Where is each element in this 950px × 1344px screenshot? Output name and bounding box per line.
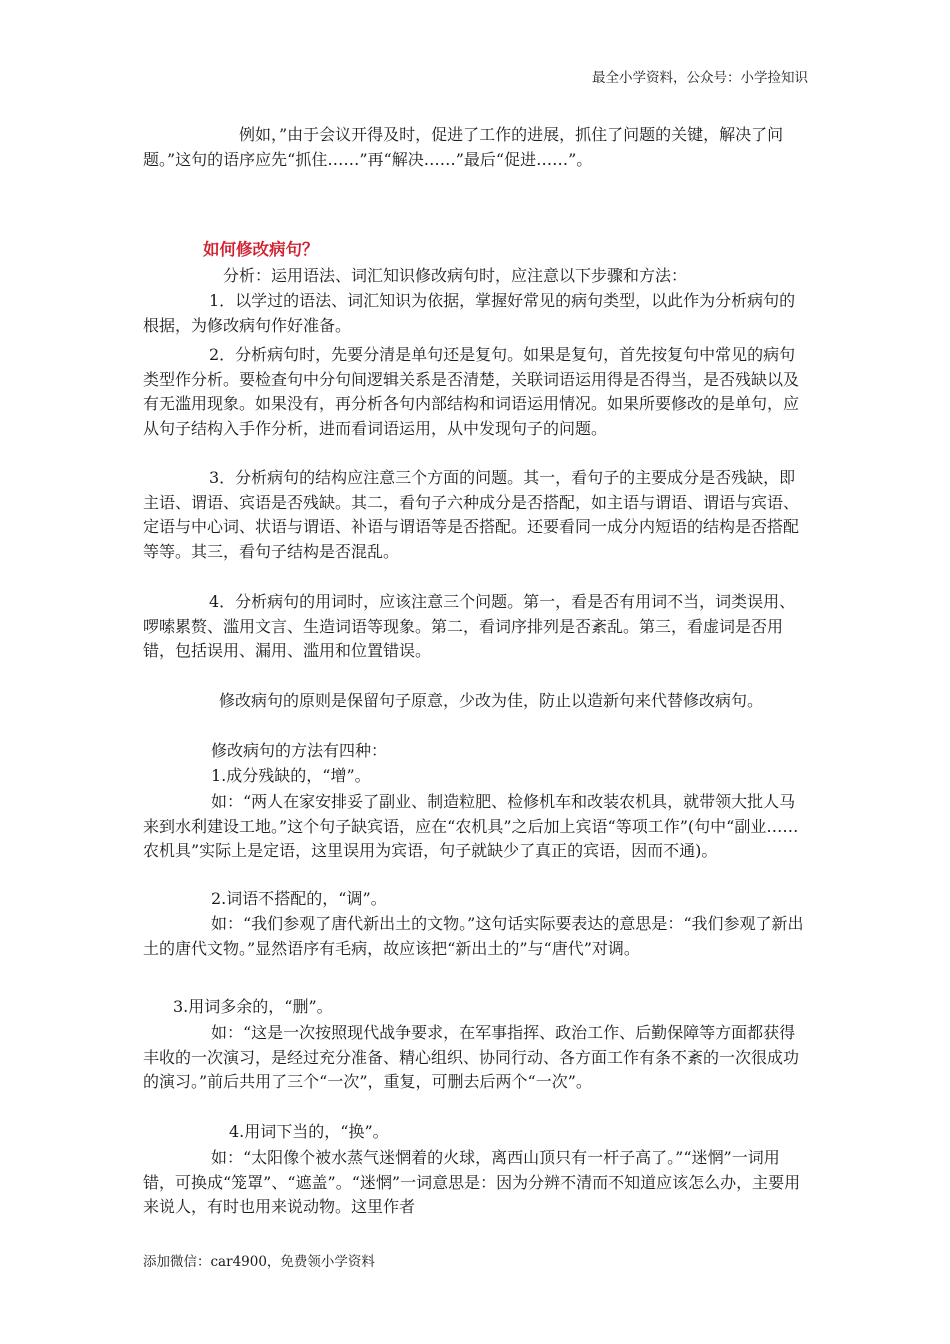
methods-intro: 修改病句的方法有四种：	[211, 741, 388, 760]
method-4-title: 4.用词下当的，“换”。	[229, 1122, 389, 1141]
method-1-example: 如：“两人在家安排妥了副业、制造粒肥、检修机车和改装农机具，就带领大批人马来到水利建设工地。”这个句子缺宾语，应在“农机具”之后加上宾语“等项工作”(句中“副业……农机具”实际上是定语，这里误用为宾语，句子就缺少了真正的宾语，因而不通)。	[143, 792, 799, 860]
principle-paragraph: 修改病句的原则是保留句子原意，少改为佳，防止以造新句来代替修改病句。	[219, 691, 764, 710]
step-1-paragraph: 1．以学过的语法、词汇知识为依据，掌握好常见的病句类型，以此作为分析病句的根据，为修改病句作好准备。	[143, 291, 796, 335]
method-1-title: 1.成分残缺的，“增”。	[211, 766, 371, 785]
step-3-paragraph: 3．分析病句的结构应注意三个方面的问题。其一，看句子的主要成分是否残缺，即主语、谓语、宾语是否残缺。其二，看句子六种成分是否搭配，如主语与谓语、谓语与宾语、定语与中心词、状语与谓语、补语与谓语等是否搭配。还要看同一成分内短语的结构是否搭配等等。其三，看句子结构是否混乱。	[143, 468, 800, 561]
method-4-example: 如：“太阳像个被水蒸气迷惘着的火球，离西山顶只有一杆子高了。”“迷惘”一词用错，可换成“笼罩”、“遮盖”。“迷惘”一词意思是：因为分辨不清而不知道应该怎么办，主要用来说人，有时也用来说动物。这里作者	[143, 1148, 801, 1216]
analysis-intro: 分析：运用语法、词汇知识修改病句时，应注意以下步骤和方法：	[223, 266, 688, 285]
method-3-example: 如：“这是一次按照现代战争要求，在军事指挥、政治工作、后勤保障等方面都获得丰收的一次演习，是经过充分准备、精心组织、协同行动、各方面工作有条不紊的一次很成功的演习。”前后共用了三个“一次”，重复，可删去后两个“一次”。	[143, 1023, 800, 1091]
method-2-title: 2.词语不搭配的，“调”。	[211, 889, 387, 908]
step-4-paragraph: 4．分析病句的用词时，应该注意三个问题。第一，看是否有用词不当，词类误用、啰嗦累赘、滥用文言、生造词语等现象。第二，看词序排列是否紊乱。第三，看虚词是否用错，包括误用、漏用、滥用和位置错误。	[143, 592, 796, 660]
page-header: 最全小学资料，公众号：小学捡知识	[592, 70, 808, 86]
section-heading: 如何修改病句？	[203, 240, 319, 259]
page-footer: 添加微信：car4900，免费领小学资料	[143, 1254, 375, 1270]
method-3-title: 3.用词多余的，“删”。	[173, 997, 333, 1016]
method-2-example: 如：“我们参观了唐代新出土的文物。”这句话实际要表达的意思是：“我们参观了新出土的唐代文物。”显然语序有毛病，故应该把“新出土的”与“唐代”对调。	[143, 914, 804, 958]
step-2-paragraph: 2．分析病句时，先要分清是单句还是复句。如果是复句，首先按复句中常见的病句类型作分析。要检查句中分句间逻辑关系是否清楚，关联词语运用得是否得当，是否残缺以及有无滥用现象。如果没有，再分析各句内部结构和词语运用情况。如果所要修改的是单句，应从句子结构入手作分析，进而看词语运用，从中发现句子的问题。	[143, 345, 800, 438]
example-paragraph: 例如，”由于会议开得及时，促进了工作的进展，抓住了问题的关键，解决了问题。”这句的语序应先“抓住……”再“解决……”最后“促进……”。	[143, 125, 784, 169]
